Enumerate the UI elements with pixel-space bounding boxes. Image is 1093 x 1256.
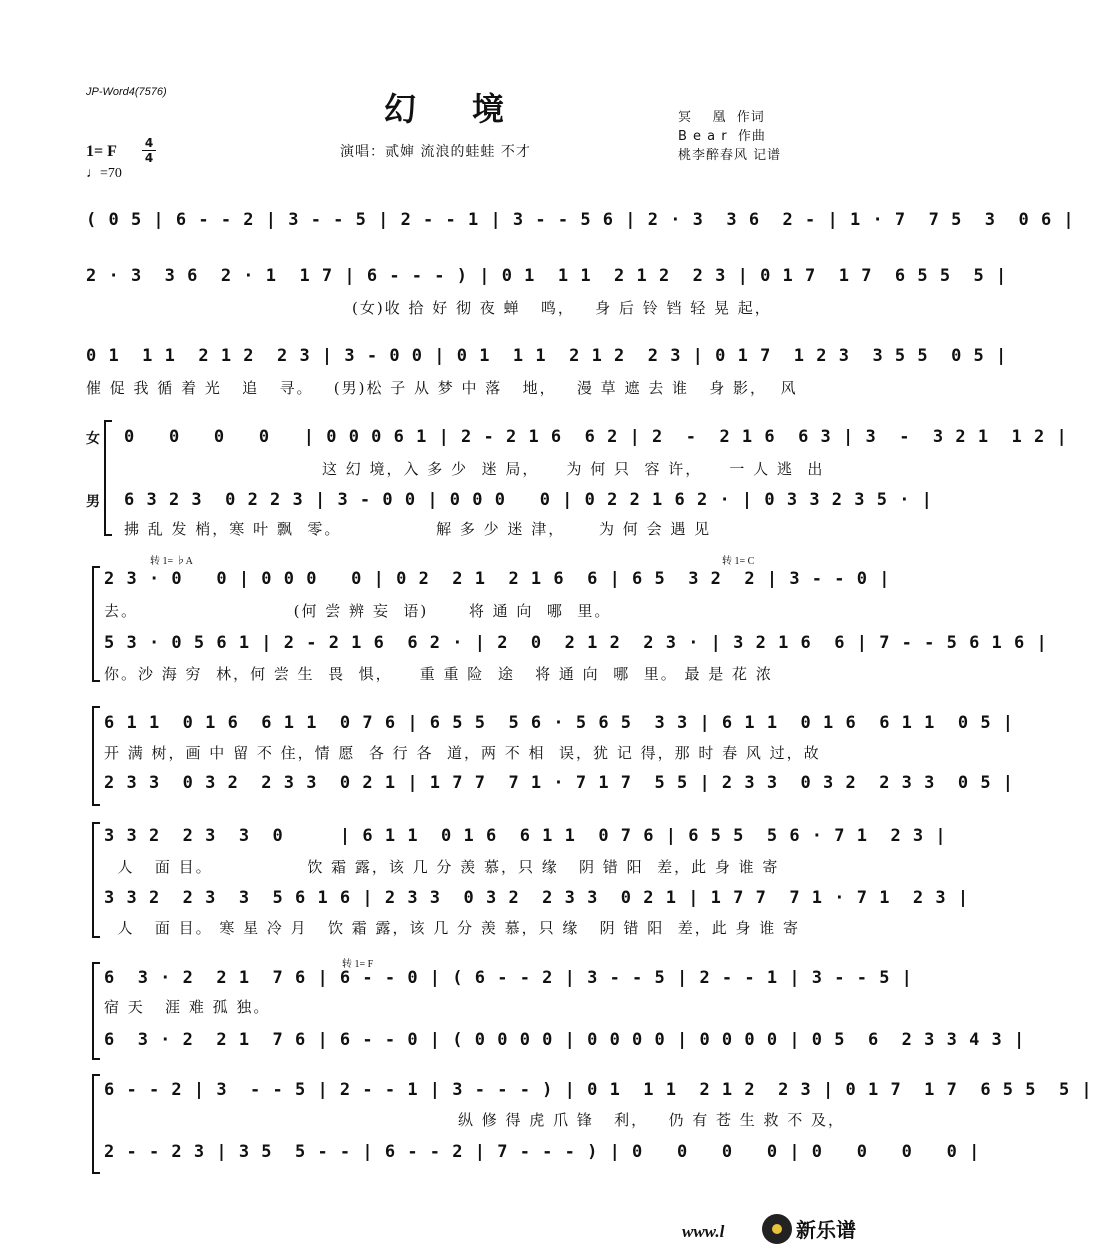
transcriber-credit: 桃李醉春风 记谱 xyxy=(678,148,782,163)
system-brace xyxy=(92,566,100,682)
performers: 演唱：贰婶 流浪的蛙蛙 不才 xyxy=(340,144,531,160)
lyricist-credit: 冥 凰 作词 xyxy=(678,110,765,125)
system-brace xyxy=(92,1074,100,1174)
brand-watermark: 新乐谱 xyxy=(796,1218,856,1242)
source-tag: JP-Word4(7576) xyxy=(86,86,167,98)
lyric-row-4-male: 拂 乱 发 梢，寒 叶 飘 零。 解 多 少 迷 津， 为 何 会 遇 见 xyxy=(124,520,712,538)
system-brace xyxy=(92,706,100,806)
key-signature: 1= F xyxy=(86,143,117,160)
score-row-8-female: 6 3 · 2 2 1 7 6 | 6 - - 0 | ( 6 - - 2 | 3 - - 5 | 2 - - 1 | 3 - - 5 | xyxy=(104,968,913,988)
lyric-row-3: 催 促 我 循 着 光 追 寻。 (男)松 子 从 梦 中 落 地， 漫 草 遮 去 谁 身 影， 风 xyxy=(86,379,798,397)
system-brace xyxy=(92,962,100,1060)
lyric-row-4-female: 这 幻 境，入 多 少 迷 局， 为 何 只 容 许， 一 人 逃 出 xyxy=(322,460,825,478)
system-brace xyxy=(92,822,100,938)
score-row-2: 2 · 3 3 6 2 · 1 1 7 | 6 - - - ) | 0 1 1 1 2 1 2 2 3 | 0 1 7 1 7 6 5 5 5 | xyxy=(86,266,1008,286)
lyric-row-5-male: 你。沙 海 穷 林，何 尝 生 畏 惧， 重 重 险 途 将 通 向 哪 里。 最 是 花 浓 xyxy=(104,665,773,683)
lyric-row-5-female: 去。 (何 尝 辨 妄 语) 将 通 向 哪 里。 xyxy=(104,602,612,620)
lyric-row-6: 开 满 树，画 中 留 不 住，情 愿 各 行 各 道，两 不 相 误，犹 记 得，那 时 春 风 过，故 xyxy=(104,744,821,762)
lyric-row-8: 宿 天 涯 难 孤 独。 xyxy=(104,998,271,1016)
record-logo-icon xyxy=(762,1214,792,1244)
score-row-7-female: 3 3 2 2 3 3 0 | 6 1 1 0 1 6 6 1 1 0 7 6 | 6 5 5 5 6 · 7 1 2 3 | xyxy=(104,826,947,846)
site-url-watermark: www.l xyxy=(682,1222,725,1241)
modulation-mark: 转 1= F xyxy=(342,959,374,970)
part-label-male: 男 xyxy=(86,494,100,510)
score-row-9-male: 2 - - 2 3 | 3 5 5 - - | 6 - - 2 | 7 - - - ) | 0 0 0 0 | 0 0 0 0 | xyxy=(104,1142,981,1162)
credits xyxy=(678,108,781,165)
score-row-5-male: 5 3 · 0 5 6 1 | 2 - 2 1 6 6 2 · | 2 0 2 1 2 2 3 · | 3 2 1 6 6 | 7 - - 5 6 1 6 | xyxy=(104,633,1048,653)
score-row-7-male: 3 3 2 2 3 3 5 6 1 6 | 2 3 3 0 3 2 2 3 3 0 2 1 | 1 7 7 7 1 · 7 1 2 3 | xyxy=(104,888,970,908)
score-row-6-female: 6 1 1 0 1 6 6 1 1 0 7 6 | 6 5 5 5 6 · 5 6 5 3 3 | 6 1 1 0 1 6 6 1 1 0 5 | xyxy=(104,713,1015,733)
lyric-row-2: (女)收 拾 好 彻 夜 蝉 鸣， 身 后 铃 铛 轻 晃 起， xyxy=(352,299,772,317)
score-row-9-female: 6 - - 2 | 3 - - 5 | 2 - - 1 | 3 - - - ) | 0 1 1 1 2 1 2 2 3 | 0 1 7 1 7 6 5 5 5 | xyxy=(104,1080,1093,1100)
score-row-5-female: 2 3 · 0 0 | 0 0 0 0 | 0 2 2 1 2 1 6 6 | 6 5 3 2 2 | 3 - - 0 | xyxy=(104,569,891,589)
time-signature xyxy=(142,137,156,164)
score-row-1: ( 0 5 | 6 - - 2 | 3 - - 5 | 2 - - 1 | 3 - - 5 6 | 2 · 3 3 6 2 - | 1 · 7 7 5 3 0 6 | xyxy=(86,210,1075,230)
part-label-female: 女 xyxy=(86,431,100,447)
composer-credit: B e a r 作曲 xyxy=(678,129,766,144)
score-row-8-male: 6 3 · 2 2 1 7 6 | 6 - - 0 | ( 0 0 0 0 | 0 0 0 0 | 0 0 0 0 | 0 5 6 2 3 3 4 3 | xyxy=(104,1030,1026,1050)
song-title: 幻境 xyxy=(383,90,560,128)
lyric-row-9: 纵 修 得 虎 爪 锋 利， 仍 有 苍 生 救 不 及， xyxy=(458,1111,846,1129)
score-row-6-male: 2 3 3 0 3 2 2 3 3 0 2 1 | 1 7 7 7 1 · 7 1 7 5 5 | 2 3 3 0 3 2 2 3 3 0 5 | xyxy=(104,773,1015,793)
score-row-4-female: 0 0 0 0 | 0 0 0 6 1 | 2 - 2 1 6 6 2 | 2 - 2 1 6 6 3 | 3 - 3 2 1 1 2 | xyxy=(124,427,1068,447)
modulation-mark: 转 1= C xyxy=(722,556,755,567)
lyric-row-7-female: 人 面 目。 饮 霜 露，该 几 分 羡 慕，只 缘 阴 错 阳 差，此 身 谁 寄 xyxy=(104,858,780,876)
time-signature-top: 4 xyxy=(144,136,154,150)
tempo-marking: ♩=70 xyxy=(86,166,122,181)
score-row-3: 0 1 1 1 2 1 2 2 3 | 3 - 0 0 | 0 1 1 1 2 1 2 2 3 | 0 1 7 1 2 3 3 5 5 0 5 | xyxy=(86,346,1008,366)
time-signature-bottom: 4 xyxy=(144,151,154,165)
lyric-row-7-male: 人 面 目。 寒 星 冷 月 饮 霜 露，该 几 分 羡 慕，只 缘 阴 错 阳 差，此 身 谁 寄 xyxy=(104,919,801,937)
system-brace xyxy=(104,420,112,536)
score-row-4-male: 6 3 2 3 0 2 2 3 | 3 - 0 0 | 0 0 0 0 | 0 2 2 1 6 2 · | 0 3 3 2 3 5 · | xyxy=(124,490,933,510)
modulation-mark: 转 1= ♭A xyxy=(150,556,193,567)
